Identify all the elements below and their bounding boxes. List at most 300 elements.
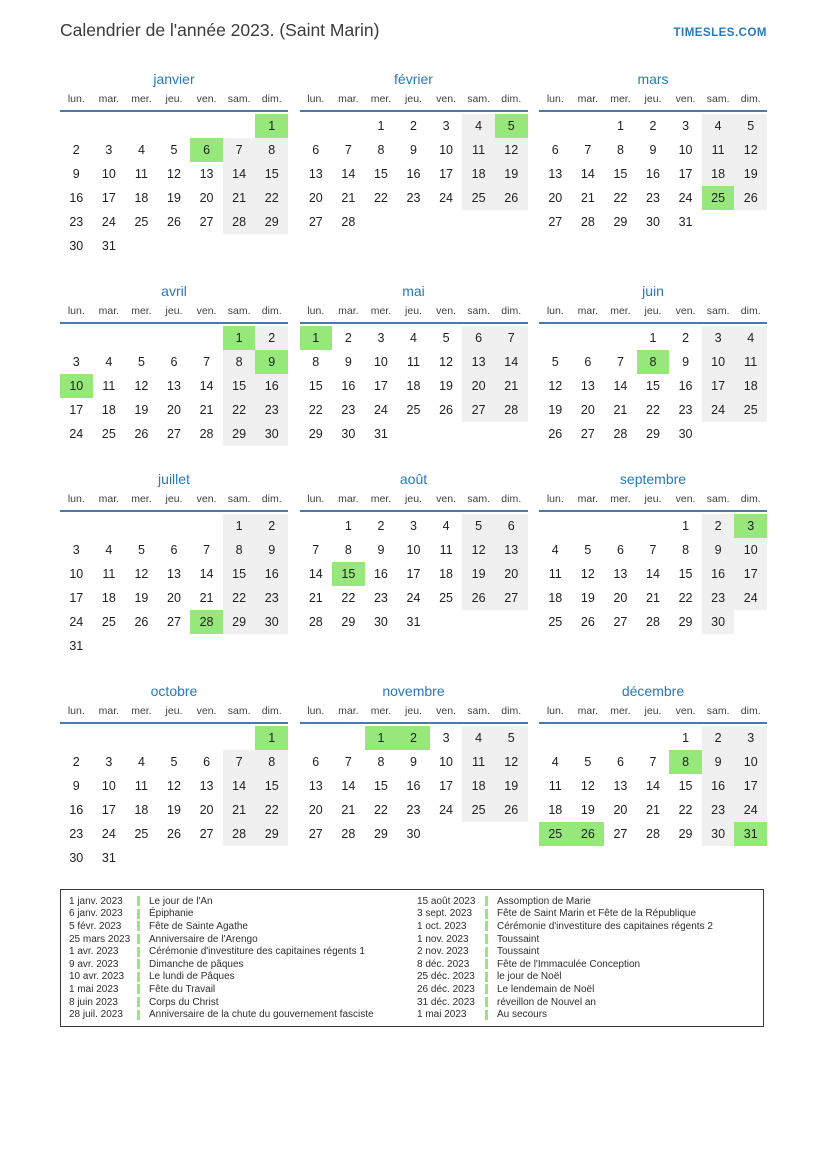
day-cell: 2 [702, 514, 735, 538]
legend-item [69, 958, 417, 971]
empty-cell [462, 610, 495, 634]
holiday-day-cell: 2 [397, 726, 430, 750]
week-row [60, 610, 288, 634]
holiday-marker [137, 984, 140, 994]
day-cell: 25 [548, 615, 563, 629]
week-row [300, 750, 528, 774]
day-cell: 3 [105, 143, 113, 157]
holiday-day-cell: 10 [60, 374, 93, 398]
day-cell: 14 [308, 567, 323, 581]
day-cell: 29 [678, 827, 693, 841]
day-cell: 4 [702, 114, 735, 138]
weekday-label: mer. [604, 306, 637, 324]
day-cell: 26 [495, 798, 528, 822]
day-cell: 10 [678, 143, 693, 157]
day-cell: 11 [134, 167, 148, 181]
day-cell: 29 [223, 422, 256, 446]
legend-date: 9 avr. 2023 [69, 958, 119, 970]
weekday-label: mer. [604, 706, 637, 724]
page-title: Calendrier de l'année 2023. (Saint Marin) [60, 20, 380, 40]
weekday-label: mer. [125, 94, 158, 112]
week-row [539, 750, 767, 774]
empty-cell [190, 846, 223, 870]
empty-cell [539, 114, 572, 138]
day-cell: 24 [101, 827, 116, 841]
empty-cell [430, 422, 463, 446]
day-cell: 8 [312, 355, 320, 369]
day-cell: 10 [734, 538, 767, 562]
day-cell: 2 [682, 331, 690, 345]
holiday-day-cell: 1 [223, 326, 256, 350]
legend-label: Anniversaire de la chute du gouvernement fasciste [149, 1009, 374, 1021]
weekday-header-row [300, 494, 528, 512]
empty-cell [60, 114, 93, 138]
holiday-marker [137, 1010, 140, 1020]
day-cell: 2 [702, 726, 735, 750]
site-link[interactable]: TIMESLES.COM [673, 27, 767, 39]
day-cell: 22 [373, 191, 388, 205]
day-cell: 12 [495, 138, 528, 162]
weekday-header-row [60, 494, 288, 512]
day-cell: 2 [72, 755, 80, 769]
day-cell: 2 [255, 514, 288, 538]
month-title: janvier [153, 71, 195, 87]
holiday-day-cell: 8 [637, 350, 670, 374]
week-row [539, 538, 767, 562]
month-5 [300, 283, 528, 471]
holiday-day-cell: 25 [539, 822, 572, 846]
day-cell: 5 [734, 114, 767, 138]
weekday-label: lun. [60, 306, 93, 324]
weekday-label: ven. [430, 306, 463, 324]
day-cell: 17 [439, 779, 454, 793]
week-row [300, 562, 528, 586]
empty-cell [93, 634, 126, 658]
weekday-label: mer. [604, 494, 637, 512]
weekday-label: mer. [604, 94, 637, 112]
day-cell: 4 [137, 755, 145, 769]
weekday-header-row [300, 94, 528, 112]
day-cell: 9 [410, 755, 417, 769]
week-row [539, 114, 767, 138]
day-cell: 30 [702, 822, 735, 846]
day-cell: 20 [167, 591, 181, 605]
weekday-label: lun. [539, 706, 572, 724]
month-10 [60, 683, 288, 870]
empty-cell [332, 726, 365, 750]
day-cell: 3 [734, 726, 767, 750]
week-row [60, 774, 288, 798]
legend-item [69, 945, 417, 958]
day-cell: 27 [580, 427, 595, 441]
weekday-label: dim. [734, 306, 767, 324]
day-cell: 20 [613, 803, 628, 817]
day-cell: 26 [734, 186, 767, 210]
day-cell: 17 [69, 591, 84, 605]
day-cell: 25 [134, 827, 149, 841]
holiday-marker [137, 997, 140, 1007]
legend-label: Le jour de l'An [149, 895, 213, 907]
day-cell: 20 [580, 403, 595, 417]
day-cell: 2 [377, 519, 385, 533]
month-title: mai [402, 283, 425, 299]
empty-cell [190, 634, 223, 658]
day-cell: 15 [373, 779, 388, 793]
day-cell: 7 [616, 355, 624, 369]
day-cell: 7 [495, 326, 528, 350]
week-row [60, 846, 288, 870]
day-cell: 24 [734, 798, 767, 822]
weekday-label: ven. [190, 494, 223, 512]
legend-label: Toussaint [497, 933, 540, 945]
day-cell: 18 [406, 379, 421, 393]
weekday-label: dim. [495, 706, 528, 724]
day-cell: 3 [72, 543, 80, 557]
day-cell: 17 [734, 562, 767, 586]
day-cell: 28 [341, 827, 356, 841]
weekday-label: sam. [223, 94, 256, 112]
weekday-header-row [539, 94, 767, 112]
week-row [60, 422, 288, 446]
legend-date: 1 mai 2023 [417, 1009, 467, 1021]
day-cell: 19 [134, 591, 149, 605]
day-cell: 19 [439, 379, 454, 393]
day-cell: 25 [734, 398, 767, 422]
empty-cell [734, 210, 767, 234]
day-cell: 3 [410, 519, 417, 533]
day-cell: 23 [255, 398, 288, 422]
day-cell: 28 [495, 398, 528, 422]
day-cell: 12 [134, 567, 149, 581]
empty-cell [255, 234, 288, 258]
day-cell: 24 [406, 591, 421, 605]
weekday-label: sam. [702, 706, 735, 724]
day-cell: 14 [341, 779, 356, 793]
legend-label: Anniversaire de l'Arengo [149, 933, 258, 945]
day-cell: 17 [439, 167, 454, 181]
week-row [539, 326, 767, 350]
month-3 [539, 71, 767, 283]
day-cell: 31 [406, 615, 421, 629]
day-cell: 26 [580, 615, 595, 629]
week-row [300, 162, 528, 186]
holiday-marker [137, 959, 140, 969]
day-cell: 12 [580, 567, 595, 581]
day-cell: 7 [203, 355, 211, 369]
day-cell: 11 [102, 567, 116, 581]
day-cell: 8 [377, 755, 385, 769]
empty-cell [462, 422, 495, 446]
day-cell: 11 [407, 355, 420, 369]
empty-cell [158, 514, 191, 538]
holiday-day-cell: 25 [702, 186, 735, 210]
day-cell: 21 [580, 191, 595, 205]
week-row [60, 114, 288, 138]
day-cell: 9 [649, 143, 657, 157]
day-cell: 13 [495, 538, 528, 562]
day-cell: 29 [613, 215, 628, 229]
week-row [539, 162, 767, 186]
day-cell: 12 [580, 779, 595, 793]
day-cell: 14 [495, 350, 528, 374]
legend-item [69, 983, 417, 996]
day-cell: 10 [69, 567, 84, 581]
day-cell: 21 [495, 374, 528, 398]
day-cell: 4 [442, 519, 450, 533]
day-cell: 30 [255, 610, 288, 634]
day-cell: 2 [255, 326, 288, 350]
week-row [60, 514, 288, 538]
empty-cell [430, 822, 463, 846]
day-cell: 13 [613, 779, 628, 793]
day-cell: 5 [137, 355, 145, 369]
day-cell: 5 [584, 755, 592, 769]
day-cell: 25 [462, 798, 495, 822]
empty-cell [223, 726, 256, 750]
day-cell: 8 [377, 143, 385, 157]
day-cell: 29 [341, 615, 356, 629]
day-cell: 19 [134, 403, 149, 417]
week-row [60, 726, 288, 750]
day-cell: 25 [406, 403, 421, 417]
day-cell: 26 [548, 427, 563, 441]
holiday-day-cell: 15 [332, 562, 365, 586]
day-cell: 20 [613, 591, 628, 605]
day-cell: 7 [649, 543, 657, 557]
week-row [539, 138, 767, 162]
holiday-marker [485, 1010, 488, 1020]
empty-cell [125, 114, 158, 138]
month-12 [539, 683, 767, 870]
day-cell: 17 [734, 774, 767, 798]
legend-date: 6 janv. 2023 [69, 908, 123, 920]
empty-cell [397, 210, 430, 234]
week-row [300, 422, 528, 446]
month-title: avril [161, 283, 187, 299]
day-cell: 31 [101, 239, 116, 253]
day-cell: 31 [69, 639, 84, 653]
week-row [300, 774, 528, 798]
legend-date: 1 nov. 2023 [417, 933, 469, 945]
month-2 [300, 71, 528, 283]
holiday-day-cell: 9 [255, 350, 288, 374]
day-cell: 17 [101, 191, 116, 205]
legend-date: 25 mars 2023 [69, 933, 131, 945]
weekday-label: ven. [190, 306, 223, 324]
day-cell: 15 [646, 379, 660, 393]
day-cell: 4 [105, 355, 113, 369]
day-cell: 21 [613, 403, 628, 417]
weekday-header-row [60, 306, 288, 324]
empty-cell [158, 846, 191, 870]
legend-label: Cérémonie d'investiture des capitaines régents 2 [497, 920, 713, 932]
day-cell: 16 [373, 567, 388, 581]
week-row [300, 538, 528, 562]
empty-cell [604, 726, 637, 750]
month-title: juillet [158, 471, 190, 487]
day-cell: 30 [678, 427, 693, 441]
week-row [60, 586, 288, 610]
empty-cell [397, 422, 430, 446]
legend-item [417, 908, 755, 921]
weekday-label: mar. [93, 306, 126, 324]
day-cell: 30 [255, 422, 288, 446]
empty-cell [93, 326, 126, 350]
weekday-label: mar. [332, 306, 365, 324]
day-cell: 15 [678, 779, 693, 793]
empty-cell [365, 210, 398, 234]
day-cell: 22 [678, 591, 693, 605]
day-cell: 22 [223, 586, 256, 610]
legend-label: Le lendemain de Noël [497, 983, 595, 995]
empty-cell [125, 514, 158, 538]
day-cell: 21 [646, 803, 660, 817]
day-cell: 13 [167, 567, 181, 581]
day-cell: 27 [167, 615, 181, 629]
day-cell: 18 [734, 374, 767, 398]
day-cell: 6 [616, 543, 624, 557]
day-cell: 4 [137, 143, 145, 157]
month-1 [60, 71, 288, 283]
day-cell: 29 [255, 822, 288, 846]
empty-cell [223, 846, 256, 870]
empty-cell [637, 514, 670, 538]
day-cell: 8 [223, 350, 256, 374]
weekday-label: lun. [539, 94, 572, 112]
day-cell: 20 [199, 803, 214, 817]
day-cell: 22 [255, 798, 288, 822]
weekday-header-row [539, 494, 767, 512]
weekday-label: dim. [255, 494, 288, 512]
day-cell: 28 [341, 215, 356, 229]
day-cell: 7 [344, 143, 352, 157]
month-4 [60, 283, 288, 471]
day-cell: 11 [134, 779, 148, 793]
day-cell: 17 [678, 167, 693, 181]
weekday-label: lun. [60, 706, 93, 724]
day-cell: 18 [702, 162, 735, 186]
day-cell: 15 [223, 374, 256, 398]
week-row [300, 514, 528, 538]
week-row [60, 374, 288, 398]
day-cell: 20 [199, 191, 214, 205]
empty-cell [125, 726, 158, 750]
empty-cell [734, 610, 767, 634]
day-cell: 13 [308, 167, 323, 181]
day-cell: 14 [580, 167, 595, 181]
day-cell: 8 [682, 543, 690, 557]
week-row [539, 350, 767, 374]
weekday-label: sam. [223, 306, 256, 324]
weekday-label: ven. [669, 94, 702, 112]
day-cell: 5 [170, 755, 178, 769]
weekday-header-row [539, 706, 767, 724]
week-row [60, 138, 288, 162]
legend-date: 26 déc. 2023 [417, 983, 475, 995]
empty-cell [158, 634, 191, 658]
holiday-marker [485, 959, 488, 969]
day-cell: 23 [373, 591, 388, 605]
day-cell: 30 [373, 615, 388, 629]
day-cell: 27 [199, 827, 214, 841]
empty-cell [125, 234, 158, 258]
day-cell: 10 [439, 755, 454, 769]
day-cell: 23 [702, 798, 735, 822]
day-cell: 15 [678, 567, 693, 581]
empty-cell [255, 846, 288, 870]
weekday-label: sam. [702, 94, 735, 112]
day-cell: 24 [439, 803, 454, 817]
day-cell: 6 [584, 355, 592, 369]
day-cell: 15 [255, 774, 288, 798]
day-cell: 22 [678, 803, 693, 817]
day-cell: 5 [462, 514, 495, 538]
topbar [60, 20, 767, 41]
day-cell: 3 [702, 326, 735, 350]
day-cell: 26 [439, 403, 454, 417]
weekday-label: sam. [462, 306, 495, 324]
day-cell: 10 [439, 143, 454, 157]
day-cell: 28 [223, 822, 256, 846]
day-cell: 29 [373, 827, 388, 841]
holiday-marker [137, 947, 140, 957]
day-cell: 27 [308, 827, 323, 841]
day-cell: 31 [101, 851, 116, 865]
day-cell: 27 [308, 215, 323, 229]
legend-label: Épiphanie [149, 908, 194, 920]
legend-item [417, 996, 755, 1009]
week-row [60, 538, 288, 562]
empty-cell [572, 326, 605, 350]
day-cell: 27 [548, 215, 563, 229]
day-cell: 7 [584, 143, 592, 157]
day-cell: 16 [646, 167, 660, 181]
empty-cell [572, 514, 605, 538]
day-cell: 22 [373, 803, 388, 817]
months-grid [60, 71, 767, 870]
week-row [60, 822, 288, 846]
day-cell: 9 [255, 538, 288, 562]
weekday-label: mar. [572, 494, 605, 512]
day-cell: 8 [255, 750, 288, 774]
day-cell: 28 [199, 427, 214, 441]
day-cell: 28 [223, 210, 256, 234]
weekday-label: jeu. [637, 94, 670, 112]
weekday-label: mer. [365, 94, 398, 112]
day-cell: 21 [646, 591, 660, 605]
weekday-label: lun. [300, 94, 333, 112]
day-cell: 17 [69, 403, 84, 417]
week-row [60, 162, 288, 186]
month-title: juin [642, 283, 664, 299]
week-row [60, 326, 288, 350]
day-cell: 6 [462, 326, 495, 350]
day-cell: 3 [72, 355, 80, 369]
weekday-label: mar. [332, 706, 365, 724]
week-row [539, 562, 767, 586]
week-row [300, 798, 528, 822]
day-cell: 4 [462, 726, 495, 750]
empty-cell [190, 726, 223, 750]
empty-cell [158, 114, 191, 138]
legend-label: Cérémonie d'investiture des capitaines régents 1 [149, 946, 365, 958]
legend-label: Fête du Travail [149, 983, 216, 995]
month-11 [300, 683, 528, 870]
empty-cell [495, 422, 528, 446]
legend-column-right [417, 895, 755, 1021]
empty-cell [125, 634, 158, 658]
day-cell: 11 [462, 138, 495, 162]
